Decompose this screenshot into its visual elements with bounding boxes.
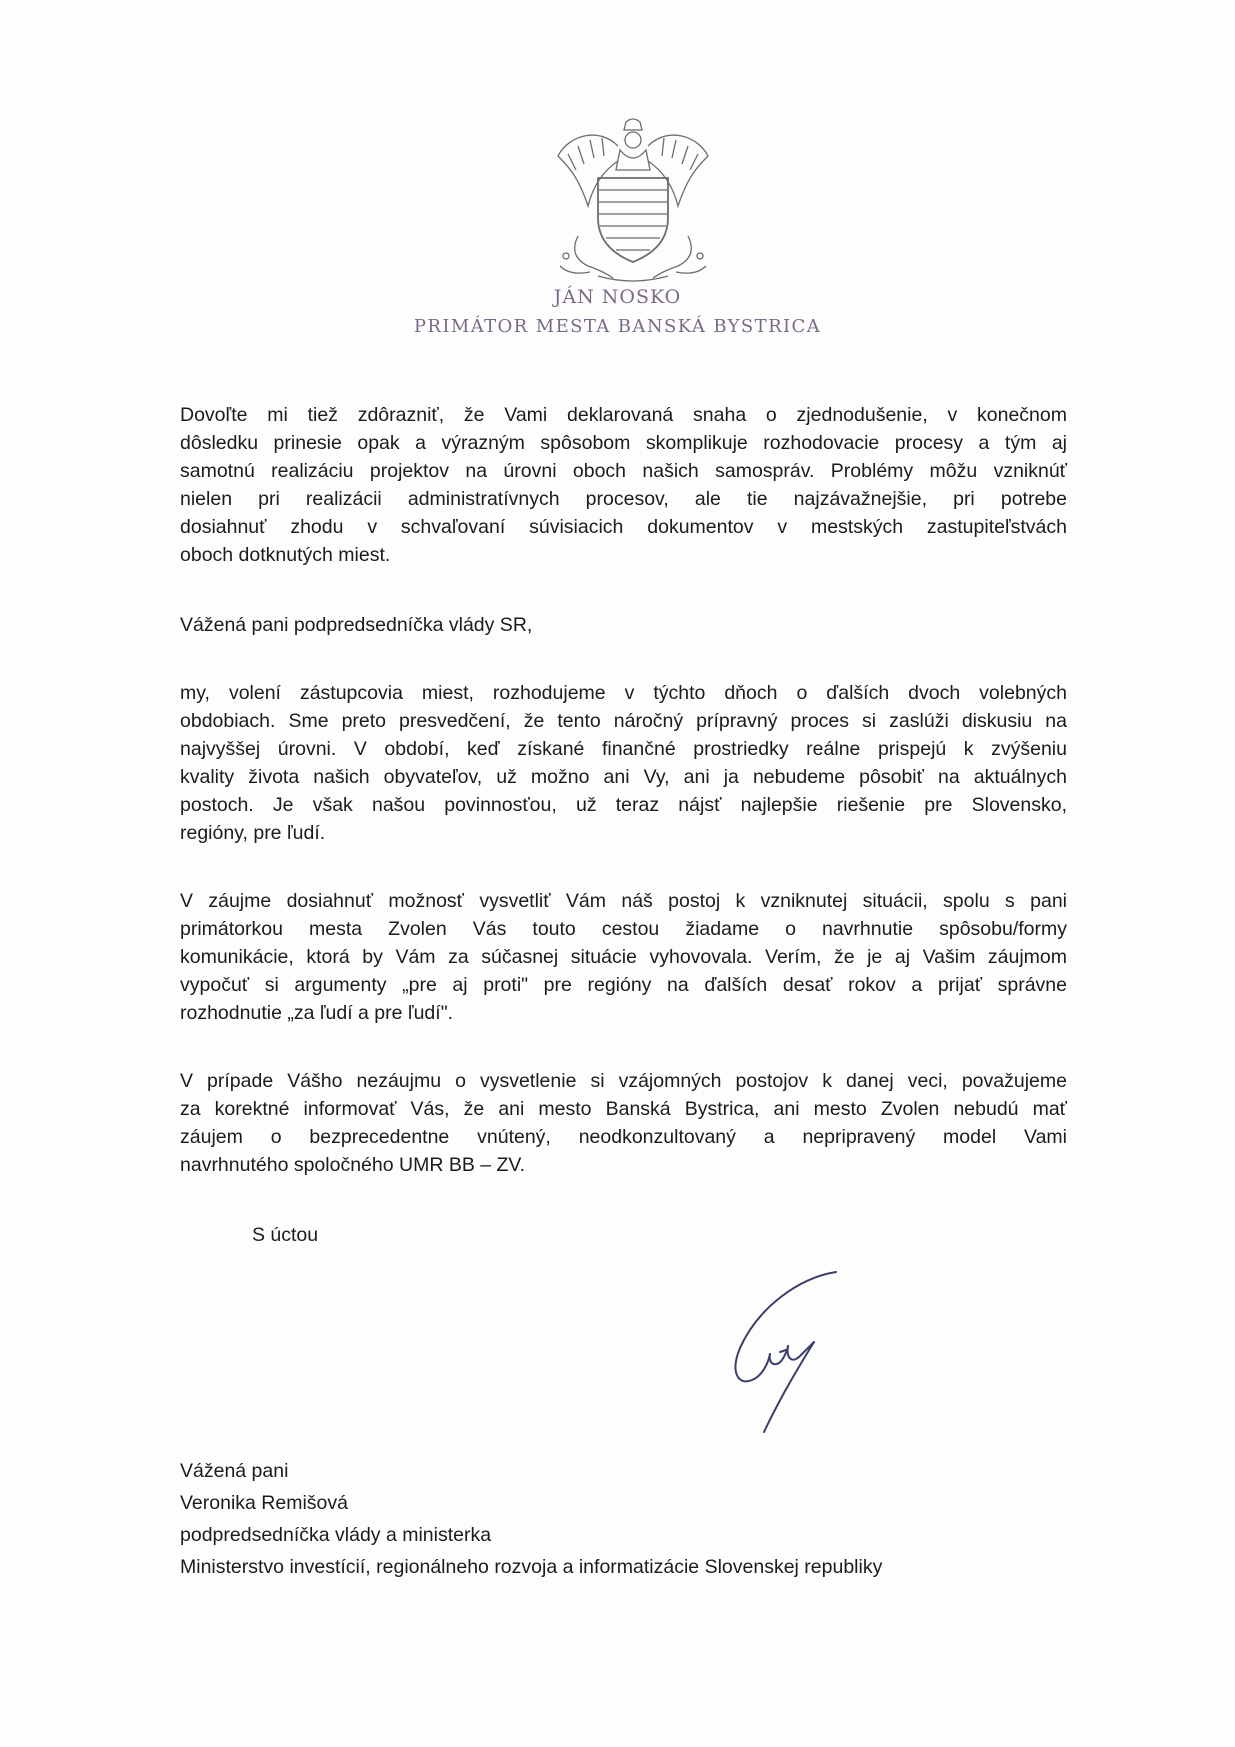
recipient-line: podpredsedníčka vlády a ministerka — [180, 1524, 492, 1546]
body-line: primátorkou mesta Zvolen Vás touto cestou žiadame o navrhnutie spôsobu/formy — [180, 918, 1067, 940]
body-line: postoch. Je však našou povinnosťou, už teraz nájsť najlepšie riešenie pre Slovensko, — [180, 794, 1067, 816]
body-line: dosiahnuť zhodu v schvaľovaní súvisiacich dokumentov v mestských zastupiteľstvách — [180, 516, 1067, 538]
mayor-title: PRIMÁTOR MESTA BANSKÁ BYSTRICA — [413, 316, 822, 337]
body-line: za korektné informovať Vás, že ani mesto Banská Bystrica, ani mesto Zvolen nebudú mať — [180, 1098, 1067, 1120]
body-line: nielen pri realizácii administratívnych procesov, ale tie najzávažnejšie, pri potrebe — [180, 488, 1067, 510]
mayor-name: JÁN NOSKO — [553, 286, 682, 308]
body-line: V prípade Vášho nezáujmu o vysvetlenie si vzájomných postojov k danej veci, považujeme — [180, 1070, 1067, 1092]
body-line: obdobiach. Sme preto presvedčení, že tento náročný prípravný proces si zaslúži diskusiu na — [180, 710, 1067, 732]
body-line: my, volení zástupcovia miest, rozhodujeme v týchto dňoch o ďalších dvoch volebných — [180, 682, 1067, 704]
body-line: samotnú realizáciu projektov na úrovni oboch našich samospráv. Problémy môžu vzniknúť — [180, 460, 1067, 482]
body-line: rozhodnutie „za ľudí a pre ľudí". — [180, 1002, 454, 1024]
body-line: dôsledku prinesie opak a výrazným spôsobom skomplikuje rozhodovacie procesy a tým aj — [180, 432, 1067, 454]
recipient-line: Veronika Remišová — [180, 1492, 348, 1514]
body-line: V záujme dosiahnuť možnosť vysvetliť Vám náš postoj k vzniknutej situácii, spolu s pani — [180, 890, 1067, 912]
signature-icon — [728, 1268, 838, 1438]
body-line: vypočuť si argumenty „pre aj proti" pre regióny na ďalších desať rokov a prijať správne — [180, 974, 1067, 996]
body-line: kvality života našich obyvateľov, už možno ani Vy, ani ja nebudeme pôsobiť na aktuálnych — [180, 766, 1067, 788]
body-line: oboch dotknutých miest. — [180, 544, 391, 566]
closing: S úctou — [252, 1224, 319, 1246]
recipient-line: Ministerstvo investícií, regionálneho rozvoja a informatizácie Slovenskej republiky — [180, 1556, 883, 1578]
body-line: regióny, pre ľudí. — [180, 822, 326, 844]
coat-of-arms-icon — [538, 116, 728, 286]
body-line: záujem o bezprecedentne vnútený, neodkonzultovaný a nepripravený model Vami — [180, 1126, 1067, 1148]
body-line: najvyššej úrovni. V období, keď získané finančné prostriedky reálne prispejú k zvýšeniu — [180, 738, 1067, 760]
recipient-line: Vážená pani — [180, 1460, 289, 1482]
body-line: Dovoľte mi tiež zdôrazniť, že Vami deklarovaná snaha o zjednodušenie, v konečnom — [180, 404, 1067, 426]
salutation: Vážená pani podpredsedníčka vlády SR, — [180, 614, 533, 636]
body-line: navrhnutého spoločného UMR BB – ZV. — [180, 1154, 526, 1176]
body-line: komunikácie, ktorá by Vám za súčasnej situácie vyhovovala. Verím, že je aj Vašim záujmom — [180, 946, 1067, 968]
